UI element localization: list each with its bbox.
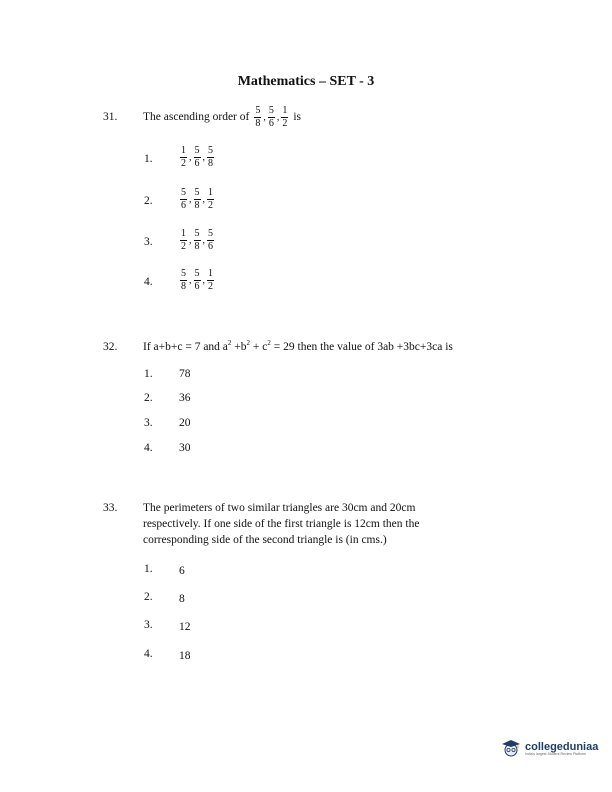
option-label: 4. [144, 442, 153, 454]
logo-tagline: India's largest Student Review Platform [525, 752, 586, 757]
option-label: 3. [144, 236, 153, 248]
fraction: $\frac{5}{6}$ [181, 187, 186, 211]
option-label: 1. [144, 368, 153, 380]
fraction: $\frac{5}{6}$ [208, 228, 213, 252]
option-label: 3. [144, 619, 153, 631]
fraction: $\frac{5}{6}$ [268, 104, 274, 129]
option-32-3[interactable]: 20 [179, 417, 191, 429]
collegedunia-logo [500, 738, 598, 761]
question-32-stem: If a+b+c = 7 and $a^2 +b^2 + c^2 = 29$ then the value of 3ab +3bc+3ca is [143, 339, 453, 353]
fraction: $\frac{5}{6}$ [194, 145, 200, 169]
option-32-2[interactable]: 36 [179, 392, 191, 404]
option-label: 4. [144, 276, 153, 288]
fraction: $\frac{5}{8}$ [194, 228, 200, 252]
option-31-2[interactable]: $\frac{5}{6}$ , $\frac{5}{8}$ , $\frac{1}{2}$ [181, 187, 213, 211]
fraction: $\frac{1}{2}$ [181, 228, 186, 252]
option-33-3[interactable]: 12 [179, 621, 191, 633]
question-number-31: 31. [103, 111, 118, 123]
fraction: $\frac{5}{8}$ [194, 187, 200, 211]
graduate-cap-icon [500, 738, 522, 761]
fraction: $\frac{5}{8}$ [181, 268, 186, 292]
option-33-1[interactable]: 6 [179, 565, 185, 577]
option-31-1[interactable]: $\frac{1}{2}$ , $\frac{5}{6}$ , $\frac{5}{8}$ [181, 145, 213, 169]
question-31-fractions: $\frac{5}{8}$ , $\frac{5}{6}$ , $\frac{1}{2}$ [255, 104, 288, 129]
option-32-1[interactable]: 78 [179, 368, 191, 380]
fraction: $\frac{1}{2}$ [181, 145, 186, 169]
option-label: 1. [144, 153, 153, 165]
question-number-32: 32. [103, 341, 118, 353]
logo-name: collegeduniaa [525, 741, 599, 754]
page-title: Mathematics – SET - 3 [237, 74, 375, 89]
option-label: 2. [144, 195, 153, 207]
question-33-line: corresponding side of the second triangle is (in cms.) [143, 534, 387, 546]
option-33-2[interactable]: 8 [179, 593, 185, 605]
fraction: $\frac{5}{8}$ [208, 145, 213, 169]
option-label: 1. [144, 563, 153, 575]
question-31-text: The ascending order of [143, 111, 250, 123]
option-label: 3. [144, 417, 153, 429]
question-31-stem [143, 103, 301, 131]
question-31-text-end: is [293, 111, 302, 123]
option-label: 4. [144, 648, 153, 660]
option-31-4[interactable]: $\frac{5}{8}$ , $\frac{5}{6}$ , $\frac{1}{2}$ [181, 268, 213, 292]
fraction: $\frac{1}{2}$ [208, 187, 213, 211]
option-33-4[interactable]: 18 [179, 650, 191, 662]
fraction: $\frac{5}{6}$ [194, 268, 200, 292]
fraction: $\frac{1}{2}$ [282, 104, 288, 129]
option-31-3[interactable]: $\frac{1}{2}$ , $\frac{5}{8}$ , $\frac{5}{6}$ [181, 228, 213, 252]
fraction: $\frac{5}{8}$ [255, 104, 261, 129]
option-label: 2. [144, 392, 153, 404]
option-label: 2. [144, 591, 153, 603]
question-number-33: 33. [103, 502, 118, 514]
option-32-4[interactable]: 30 [179, 442, 191, 454]
fraction: $\frac{1}{2}$ [208, 268, 213, 292]
question-33-line: The perimeters of two similar triangles are 30cm and 20cm [143, 502, 416, 514]
question-33-line: respectively. If one side of the first triangle is 12cm then the [143, 518, 420, 530]
